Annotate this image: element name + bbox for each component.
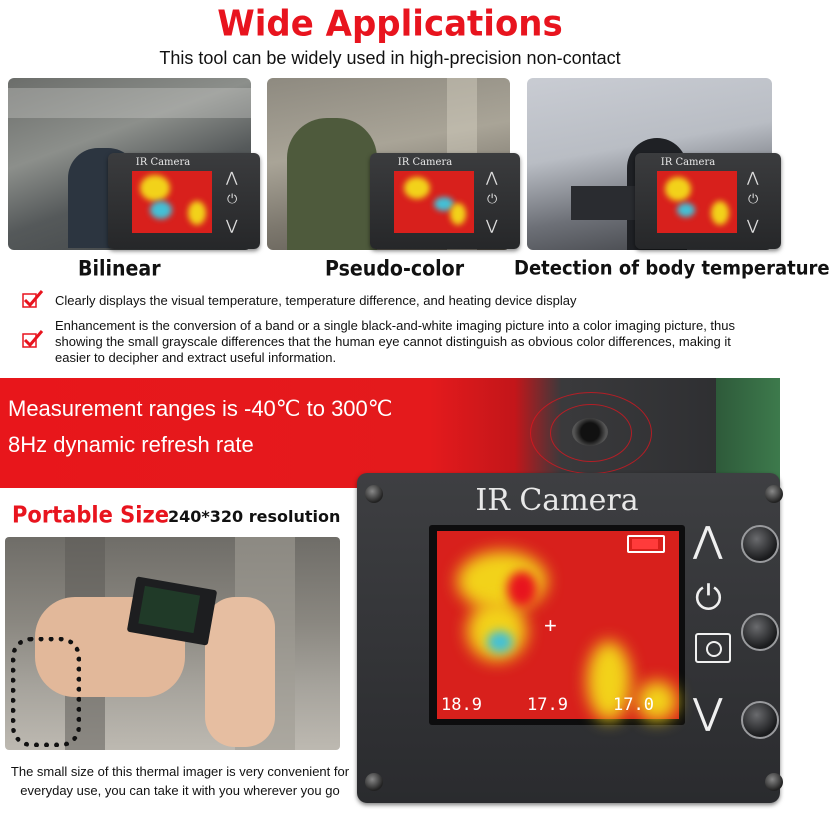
caption-bilinear: Bilinear [78,256,161,282]
device-label: IR Camera [135,157,191,168]
checkmark-icon [22,290,44,308]
chevron-down-icon: ⋁ [226,217,238,233]
feature-text: Enhancement is the conversion of a band or a single black-and-white imaging picture into a color imaging picture, thus showing the small grayscale differences that the human eye cannot distinguish as obvious color differences, making it easier to decipher and extract useful information. [55,318,735,365]
up-button[interactable] [741,525,779,563]
chevron-up-icon: ⋀ [226,169,238,185]
portable-size-title: Portable Size [12,501,169,529]
portable-hand-photo [5,537,340,750]
application-photo-pseudo-color [267,78,510,250]
chevron-up-icon: ⋀ [486,169,498,185]
temp-readout: 17.0 [613,695,654,715]
thermal-screen [657,171,737,233]
device-label: IR Camera [397,157,453,168]
measurement-range-text: Measurement ranges is -40℃ to 300℃ [8,396,393,421]
camera-icon[interactable] [695,633,731,663]
thermal-screen [132,171,212,233]
device-label: IR Camera [660,157,716,168]
power-icon: ⏻ [227,191,238,206]
device-thumbnail [370,153,520,249]
thermal-screen [394,171,474,233]
application-photo-bilinear [8,78,251,250]
application-photo-body-temperature [527,78,772,250]
chevron-down-icon: ⋁ [486,217,498,233]
temp-readout: 17.9 [527,695,568,715]
lens-rings [520,388,660,478]
portable-caption: The small size of this thermal imager is very convenient for everyday use, you can take it with you wherever you go [10,764,350,798]
down-button[interactable] [741,701,779,739]
power-icon: ⏻ [748,191,759,206]
page-title: Wide Applications [217,3,563,45]
screw-icon [365,773,383,791]
refresh-rate-text: 8Hz dynamic refresh rate [8,432,254,457]
page-subtitle: This tool can be widely used in high-precision non-contact [159,48,621,68]
circuit-board [716,378,780,488]
chevron-up-icon[interactable]: ⋀ [693,519,723,560]
crosshair-icon: + [544,613,557,638]
chevron-down-icon: ⋁ [747,217,759,233]
chevron-up-icon: ⋀ [747,169,759,185]
screw-icon [765,773,783,791]
resolution-text: 240*320 resolution [168,507,341,526]
screw-icon [765,485,783,503]
power-icon[interactable]: ⏻ [695,579,722,617]
caption-body-temperature: Detection of body temperature [514,256,830,281]
pipe-shape [8,88,251,118]
thermal-screen [437,531,679,719]
ir-camera-device [357,473,780,803]
chevron-down-icon[interactable]: ⋁ [693,691,723,732]
device-thumbnail [108,153,260,249]
checkmark-icon [22,330,44,348]
bracelet-shape [11,637,81,747]
device-label: IR Camera [475,483,639,518]
person-silhouette [287,118,377,250]
feature-text: Clearly displays the visual temperature, temperature difference, and heating device display [55,293,577,308]
screw-icon [365,485,383,503]
hand-shape [205,597,275,747]
temp-readout: 18.9 [441,695,482,715]
laptop-shape [571,186,641,220]
power-button[interactable] [741,613,779,651]
device-thumbnail [635,153,781,249]
caption-pseudo-color: Pseudo-color [325,256,465,282]
power-icon: ⏻ [487,191,498,206]
battery-icon [627,535,665,553]
